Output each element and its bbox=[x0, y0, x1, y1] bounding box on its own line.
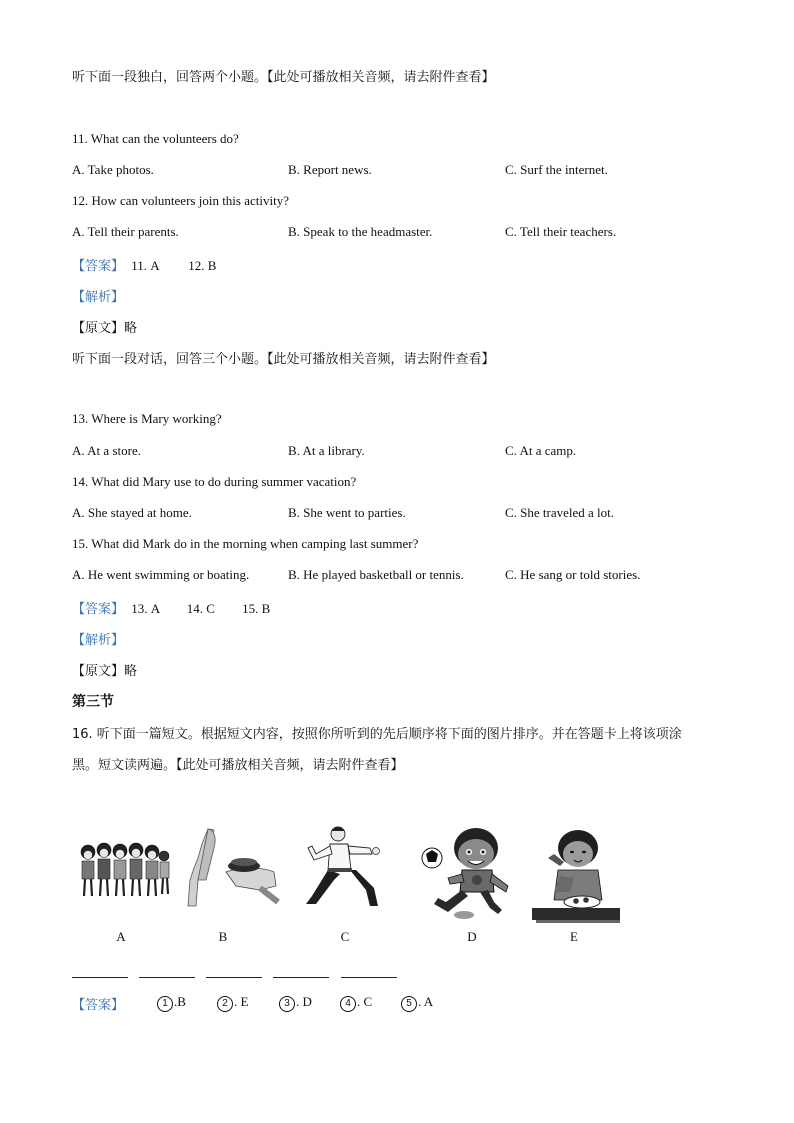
q13-option-b: B. At a library. bbox=[288, 443, 365, 458]
question-15-stem: 15. What did Mark do in the morning when camping last summer? bbox=[72, 536, 419, 551]
question-12-stem: 12. How can volunteers join this activity? bbox=[72, 193, 289, 208]
section1-instruction: 听下面一段独白，回答两个小题。【此处可播放相关音频，请去附件查看】 bbox=[72, 70, 495, 85]
section2-original-row bbox=[72, 660, 137, 679]
section3-heading: 第三节 bbox=[72, 694, 114, 710]
original-tag: 【原文】 bbox=[72, 321, 125, 336]
section1-answer-row bbox=[72, 255, 216, 274]
original-text: 略 bbox=[124, 664, 138, 679]
answer-blank-3[interactable] bbox=[206, 977, 262, 978]
answer-blank-5[interactable] bbox=[341, 977, 397, 978]
q14-option-a: A. She stayed at home. bbox=[72, 505, 192, 520]
section2-answer-row bbox=[72, 598, 270, 617]
original-text: 略 bbox=[124, 321, 138, 336]
q14-option-c: C. She traveled a lot. bbox=[505, 505, 615, 520]
q11-option-b: B. Report news. bbox=[288, 162, 372, 177]
section3-instruction-line1: 16. 听下面一篇短文。根据短文内容，按照你所听到的先后顺序将下面的图片排序。并在答题卡上将该项涂 bbox=[72, 727, 682, 742]
tai-chi-man-icon bbox=[304, 824, 394, 914]
q14-option-b: B. She went to parties. bbox=[288, 505, 406, 520]
answer-value: 14. C bbox=[186, 601, 215, 616]
answer-item-4 bbox=[340, 994, 372, 1012]
q13-option-a: A. At a store. bbox=[72, 443, 141, 458]
picture-label-e: E bbox=[570, 929, 578, 944]
picture-label-a: A bbox=[116, 929, 126, 944]
section1-original-row bbox=[72, 317, 137, 336]
answer-item-3 bbox=[279, 994, 312, 1012]
circled-number: 3 bbox=[279, 996, 295, 1012]
answer-tag: 【答案】 bbox=[72, 259, 125, 274]
girl-eating-icon bbox=[530, 826, 624, 924]
answer-value: 12. B bbox=[188, 258, 217, 273]
original-tag: 【原文】 bbox=[72, 664, 125, 679]
picture-label-d: D bbox=[467, 929, 477, 944]
answer-blank-1[interactable] bbox=[72, 977, 128, 978]
answer-item-value: . D bbox=[296, 994, 312, 1009]
q11-option-c: C. Surf the internet. bbox=[505, 162, 608, 177]
answer-item-value: . E bbox=[234, 994, 249, 1009]
q15-option-a: A. He went swimming or boating. bbox=[72, 567, 250, 582]
answer-value: 13. A bbox=[131, 601, 160, 616]
section3-answer-tag: 【答案】 bbox=[72, 998, 125, 1013]
question-13-stem: 13. Where is Mary working? bbox=[72, 411, 222, 426]
question-14-stem: 14. What did Mary use to do during summer vacation? bbox=[72, 474, 357, 489]
picture-label-b: B bbox=[218, 929, 228, 944]
circled-number: 5 bbox=[401, 996, 417, 1012]
picture-label-c: C bbox=[340, 929, 350, 944]
answer-item-value: . A bbox=[418, 994, 434, 1009]
circled-number: 2 bbox=[217, 996, 233, 1012]
section2-instruction: 听下面一段对话，回答三个小题。【此处可播放相关音频，请去附件查看】 bbox=[72, 352, 495, 367]
question-11-stem: 11. What can the volunteers do? bbox=[72, 131, 239, 146]
section1-analysis-tag: 【解析】 bbox=[72, 290, 125, 305]
q15-option-c: C. He sang or told stories. bbox=[505, 567, 641, 582]
q13-option-c: C. At a camp. bbox=[505, 443, 577, 458]
q11-option-a: A. Take photos. bbox=[72, 162, 154, 177]
answer-blank-4[interactable] bbox=[273, 977, 329, 978]
circled-number: 1 bbox=[157, 996, 173, 1012]
circled-number: 4 bbox=[340, 996, 356, 1012]
q12-option-c: C. Tell their teachers. bbox=[505, 224, 617, 239]
hand-refusing-food-icon bbox=[180, 828, 280, 908]
answer-item-value: . C bbox=[357, 994, 373, 1009]
answer-value: 11. A bbox=[131, 258, 159, 273]
section3-instruction-line2: 黑。短文读两遍。【此处可播放相关音频，请去附件查看】 bbox=[72, 758, 404, 773]
q12-option-b: B. Speak to the headmaster. bbox=[288, 224, 433, 239]
answer-tag: 【答案】 bbox=[72, 602, 125, 617]
answer-item-1 bbox=[157, 994, 186, 1012]
answer-value: 15. B bbox=[242, 601, 271, 616]
answer-item-value: .B bbox=[174, 994, 186, 1009]
section2-analysis-tag: 【解析】 bbox=[72, 633, 125, 648]
boy-kicking-ball-icon bbox=[418, 824, 522, 920]
answer-item-2 bbox=[217, 994, 248, 1012]
q12-option-a: A. Tell their parents. bbox=[72, 224, 179, 239]
q15-option-b: B. He played basketball or tennis. bbox=[288, 567, 464, 582]
answer-blank-2[interactable] bbox=[139, 977, 195, 978]
answer-item-5 bbox=[401, 994, 433, 1012]
group-of-children-icon bbox=[78, 838, 172, 900]
